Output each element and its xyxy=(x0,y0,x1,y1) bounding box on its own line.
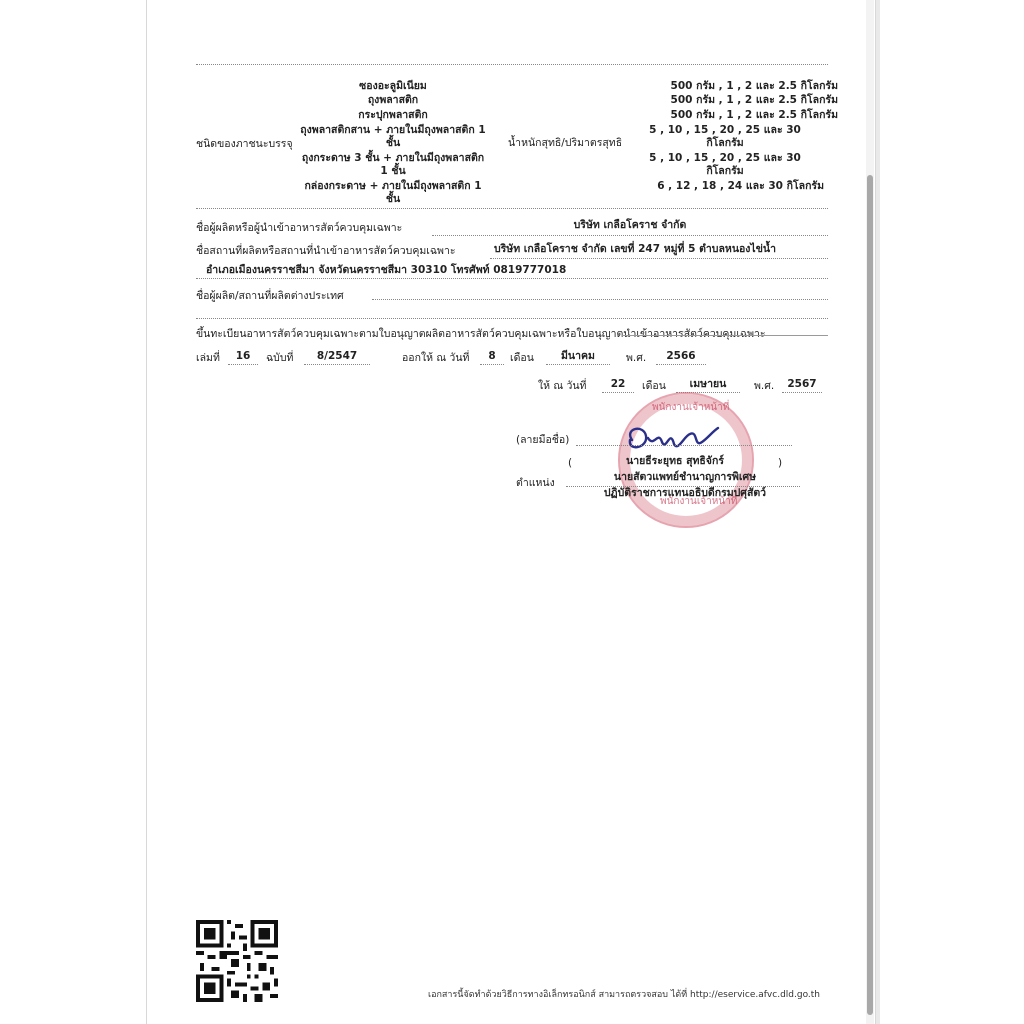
position-line2: ปฏิบัติราชการแทนอธิบดีกรมปศุสัตว์ xyxy=(603,487,767,499)
copy-label: ฉบับที่ xyxy=(266,352,294,364)
book-line xyxy=(228,364,258,365)
given-label: ให้ ณ วันที่ xyxy=(538,380,587,392)
signer-name: นายธีระยุทธ สุทธิจักร์ xyxy=(626,455,724,467)
given-year-line xyxy=(782,392,822,393)
place-value-line1: บริษัท เกลือโคราช จำกัด เลขที่ 247 หมู่ที่ 5 ตำบลหนองไข่น้ำ xyxy=(494,243,776,255)
importer-value: บริษัท เกลือโคราช จำกัด xyxy=(573,219,687,231)
given-day-line xyxy=(602,392,634,393)
given-day: 22 xyxy=(610,378,626,390)
package-item: กระปุกพลาสติก xyxy=(358,109,428,121)
sign-line xyxy=(576,445,792,446)
foreign-label: ชื่อผู้ผลิต/สถานที่ผลิตต่างประเทศ xyxy=(196,290,344,302)
qr-code xyxy=(196,920,278,1002)
register-text: ขึ้นทะเบียนอาหารสัตว์ควบคุมเฉพาะตามใบอนุญาตผลิตอาหารสัตว์ควบคุมเฉพาะหรือใบอนุญาตนำเข้าอาหารสัตว์ควบคุมเฉพาะ xyxy=(196,328,766,340)
given-month: เมษายน xyxy=(689,378,727,390)
weight-item: 5 , 10 , 15 , 20 , 25 และ 30 xyxy=(649,124,801,136)
importer-label: ชื่อผู้ผลิตหรือผู้นำเข้าอาหารสัตว์ควบคุมเฉพาะ xyxy=(196,222,403,234)
paren-open: ( xyxy=(568,457,573,469)
issued-day: 8 xyxy=(488,350,496,362)
package-item: ชั้น xyxy=(385,137,401,149)
position-label: ตำแหน่ง xyxy=(516,477,555,489)
weight-item: 500 กรัม , 1 , 2 และ 2.5 กิโลกรัม xyxy=(670,80,838,92)
importer-line xyxy=(432,235,828,236)
issued-year-label: พ.ศ. xyxy=(626,352,647,364)
stamp-text-top: พนักงานเจ้าหน้าที่ xyxy=(652,402,730,413)
weight-item: กิโลกรัม xyxy=(706,137,744,149)
given-year-label: พ.ศ. xyxy=(754,380,775,392)
scrollbar-thumb[interactable] xyxy=(867,175,873,1015)
place-label: ชื่อสถานที่ผลิตหรือสถานที่นำเข้าอาหารสัตว์ควบคุมเฉพาะ xyxy=(196,245,456,257)
package-item: ชั้น xyxy=(385,193,401,205)
weight-item: กิโลกรัม xyxy=(706,165,744,177)
package-item: ถุงพลาสติก xyxy=(367,94,419,106)
package-item: ซองอะลูมิเนียม xyxy=(359,80,427,92)
issued-year-line xyxy=(656,364,706,365)
weight-item: 500 กรัม , 1 , 2 และ 2.5 กิโลกรัม xyxy=(670,109,838,121)
sign-label: (ลายมือชื่อ) xyxy=(516,434,570,446)
package-item: กล่องกระดาษ + ภายในมีถุงพลาสติก 1 xyxy=(304,180,482,192)
weight-item: 6 , 12 , 18 , 24 และ 30 กิโลกรัม xyxy=(657,180,824,192)
copy-value: 8/2547 xyxy=(316,350,358,362)
stamp-text-bottom: พนักงานเจ้าหน้าที่ xyxy=(660,496,738,507)
issued-month-line xyxy=(546,364,610,365)
weight-item: 5 , 10 , 15 , 20 , 25 และ 30 xyxy=(649,152,801,164)
copy-line xyxy=(304,364,370,365)
paren-close: ) xyxy=(778,457,783,469)
package-item: 1 ชั้น xyxy=(380,165,406,177)
place-value-line2: อำเภอเมืองนครราชสีมา จังหวัดนครราชสีมา 30310 โทรศัพท์ 0819777018 xyxy=(206,264,567,276)
issued-label: ออกให้ ณ วันที่ xyxy=(402,352,470,364)
issued-month-label: เดือน xyxy=(510,352,534,364)
issued-year: 2566 xyxy=(666,350,696,362)
issued-month: มีนาคม xyxy=(561,350,595,362)
strike-line xyxy=(622,335,828,336)
package-type-label: ชนิดของภาชนะบรรจุ xyxy=(196,138,293,150)
package-item: ถุงพลาสติกสาน + ภายในมีถุงพลาสติก 1 xyxy=(300,124,486,136)
issued-day-line xyxy=(480,364,504,365)
position-line1: นายสัตวแพทย์ชำนาญการพิเศษ xyxy=(613,471,757,483)
section-divider xyxy=(196,208,828,209)
top-divider xyxy=(196,64,828,65)
net-weight-label: น้ำหนักสุทธิ/ปริมาตรสุทธิ xyxy=(508,137,623,149)
weight-item: 500 กรัม , 1 , 2 และ 2.5 กิโลกรัม xyxy=(670,94,838,106)
book-label: เล่มที่ xyxy=(196,352,220,364)
place-line xyxy=(490,258,828,259)
foreign-line2 xyxy=(196,318,828,319)
book-value: 16 xyxy=(235,350,251,362)
place-line2 xyxy=(196,278,828,279)
footer-note: เอกสารนี้จัดทำด้วยวิธีการทางอิเล็กทรอนิกส์ สามารถตรวจสอบ ได้ที่ http://eservice.afvc.dld.go.th xyxy=(428,990,821,1000)
given-year: 2567 xyxy=(787,378,817,390)
foreign-line xyxy=(372,299,828,300)
package-item: ถุงกระดาษ 3 ชั้น + ภายในมีถุงพลาสติก xyxy=(301,152,485,164)
window-edge xyxy=(876,0,880,1024)
given-month-label: เดือน xyxy=(642,380,666,392)
